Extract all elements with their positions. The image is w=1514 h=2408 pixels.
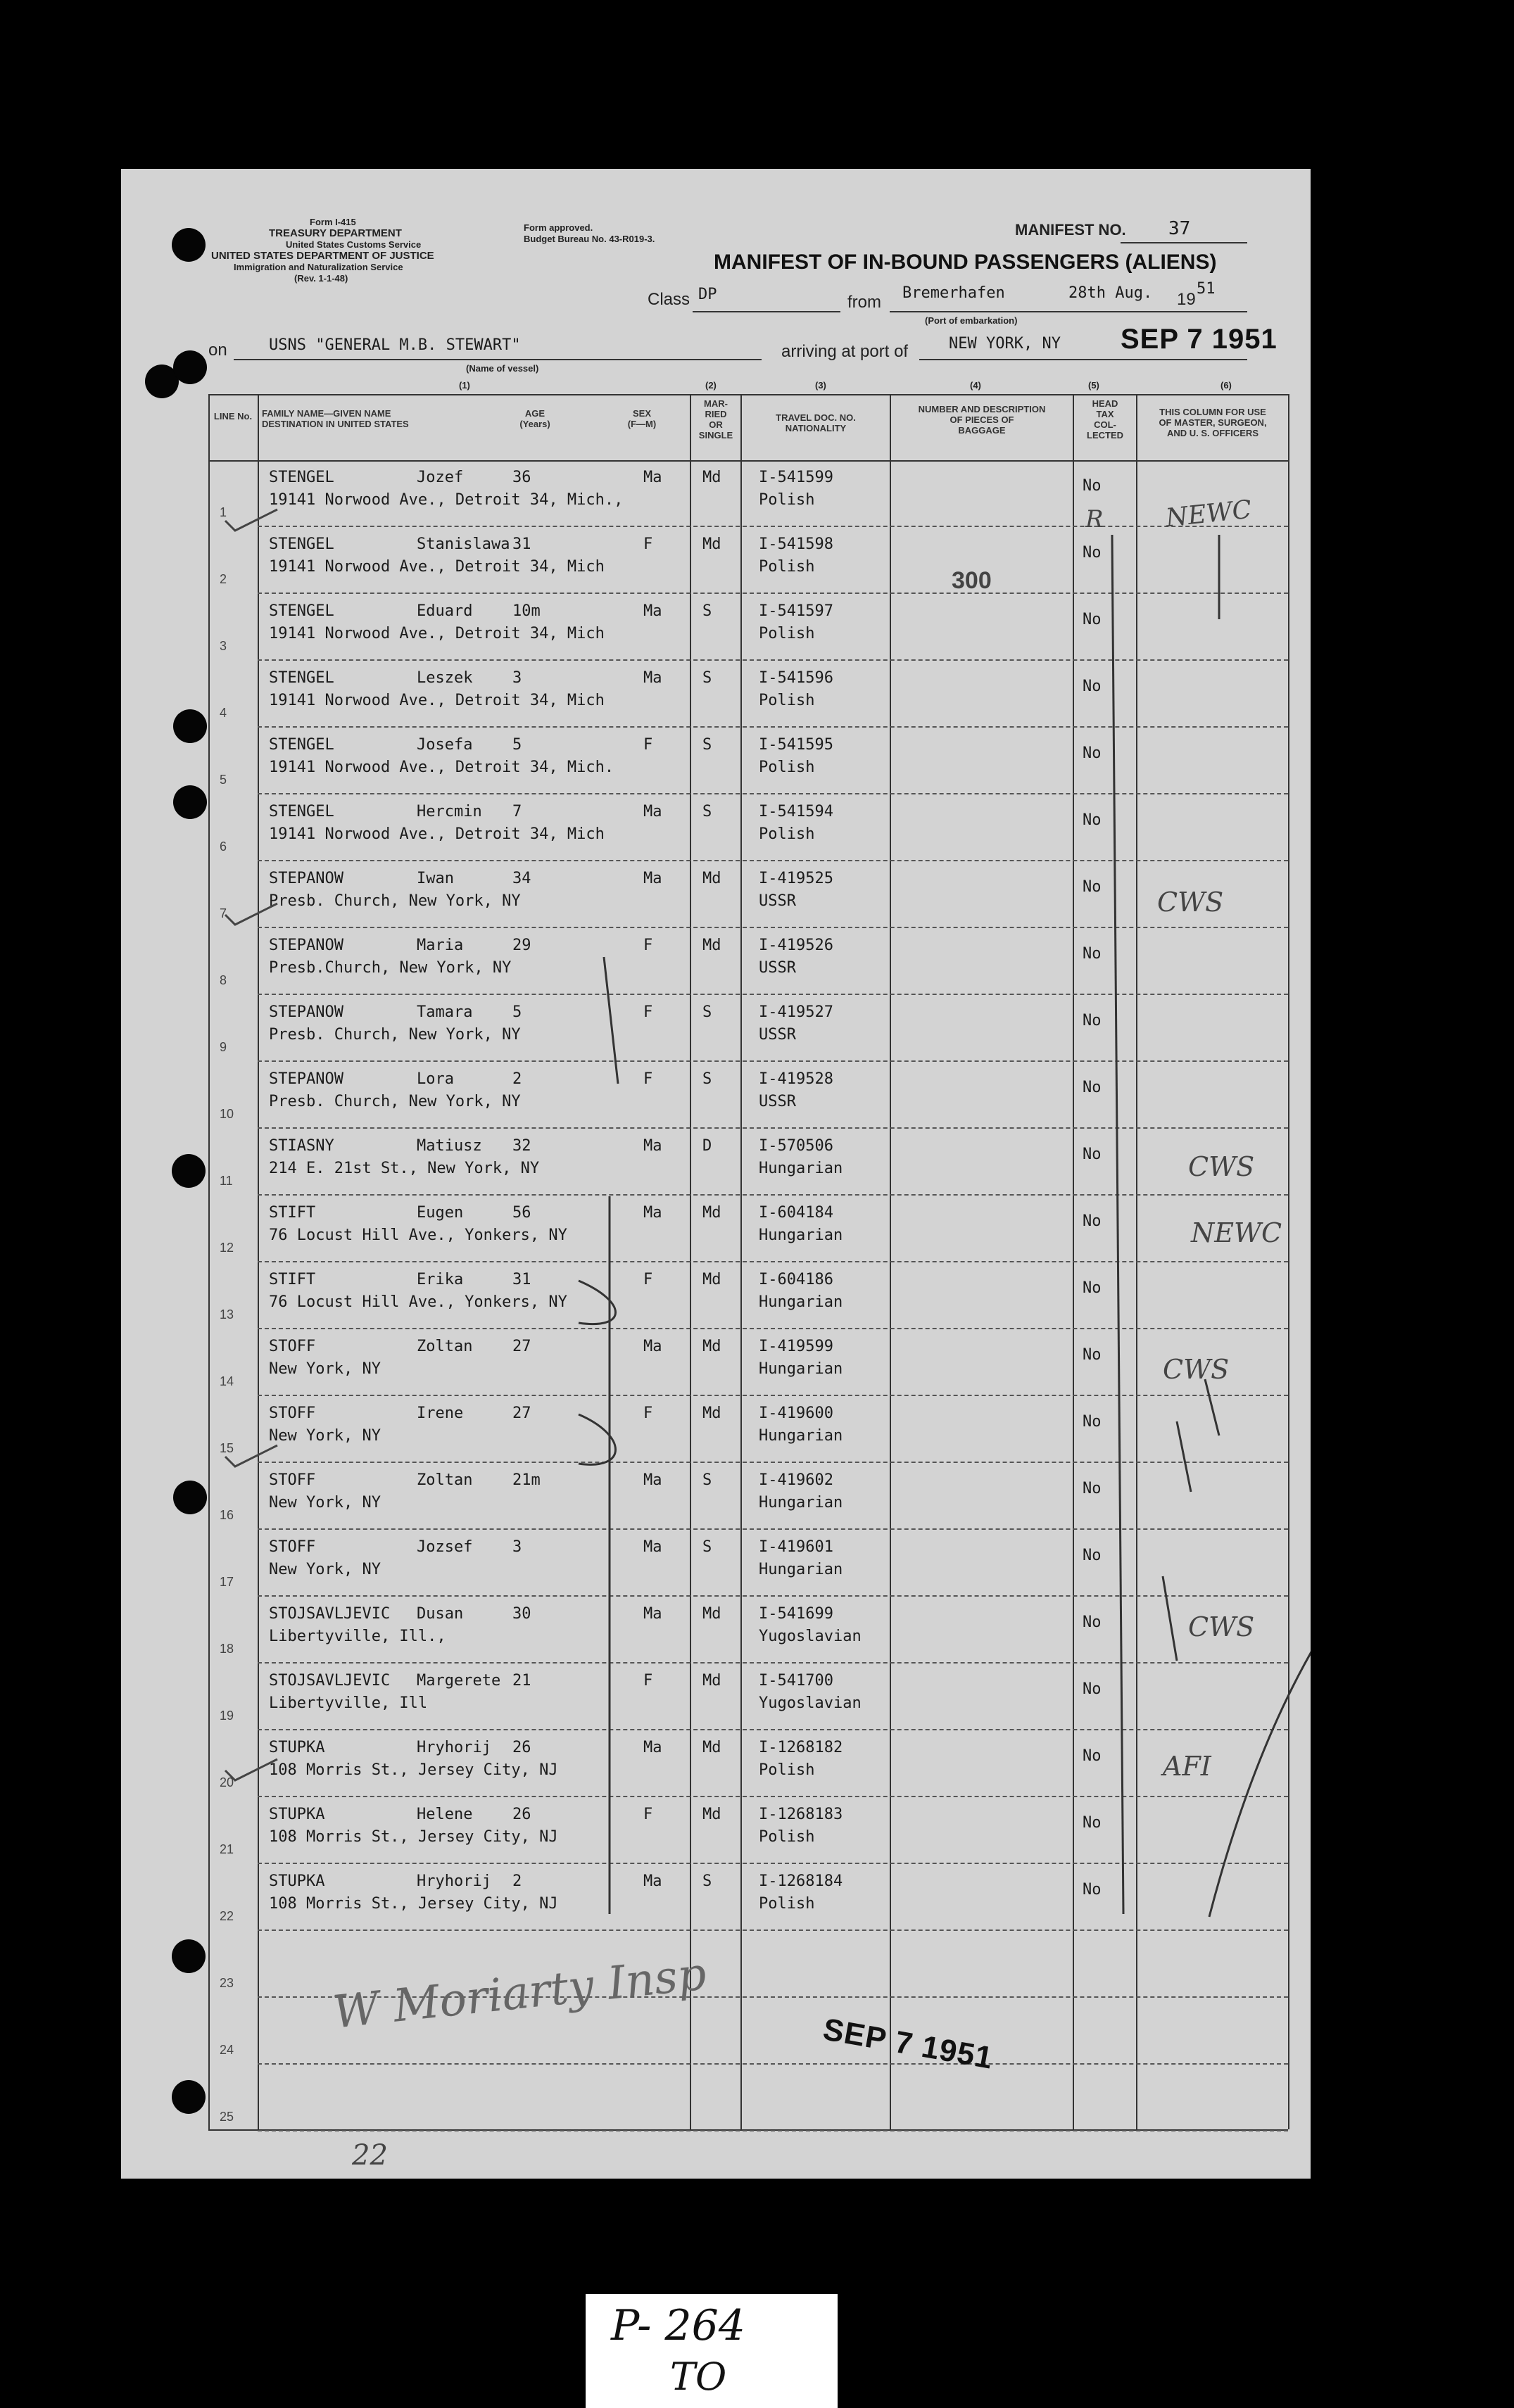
head-tax: No — [1083, 1012, 1102, 1029]
line-number: 23 — [220, 1976, 234, 1990]
travel-doc-no: I-419599 — [759, 1338, 833, 1355]
family-name: STIFT — [269, 1204, 316, 1222]
travel-doc-no: I-541596 — [759, 669, 833, 687]
head-tax: No — [1083, 1547, 1102, 1564]
head-tax: No — [1083, 878, 1102, 896]
given-name: Zoltan — [417, 1471, 473, 1489]
form-revision: (Rev. 1-1-48) — [294, 273, 348, 284]
destination: New York, NY — [269, 1427, 381, 1445]
line-number: 16 — [220, 1508, 234, 1522]
col-num-1: (1) — [459, 380, 470, 391]
form-approved: Form approved. — [524, 222, 593, 233]
given-name: Josefa — [417, 736, 473, 754]
page-tag-line1: P- 264 — [611, 2301, 745, 2350]
marital-status: S — [702, 736, 712, 754]
header-line-no: LINE No. — [213, 411, 253, 422]
travel-doc-no: I-419526 — [759, 937, 833, 954]
nationality: Hungarian — [759, 1427, 843, 1445]
marital-status: S — [702, 1471, 712, 1489]
arrival-date-stamp: SEP 7 1951 — [1121, 324, 1278, 355]
travel-doc-no: I-419528 — [759, 1070, 833, 1088]
travel-doc-no: I-604184 — [759, 1204, 833, 1222]
travel-doc-no: I-1268182 — [759, 1739, 843, 1756]
given-name: Matiusz — [417, 1137, 482, 1155]
head-tax: No — [1083, 744, 1102, 762]
age: 26 — [512, 1806, 531, 1823]
age: 10m — [512, 602, 541, 620]
sex: Ma — [643, 1204, 662, 1222]
head-tax-mark: R — [1085, 505, 1104, 533]
embarkation-caption: (Port of embarkation) — [925, 315, 1018, 326]
family-name: STOFF — [269, 1338, 316, 1355]
sex: F — [643, 937, 653, 954]
marital-status: S — [702, 602, 712, 620]
embarkation-port: Bremerhafen — [902, 284, 1005, 302]
destination: 19141 Norwood Ave., Detroit 34, Mich — [269, 558, 605, 576]
line-number: 19 — [220, 1709, 234, 1723]
line-number: 1 — [220, 505, 227, 519]
line-number: 2 — [220, 572, 227, 586]
marital-status: S — [702, 803, 712, 820]
line-number: 21 — [220, 1842, 234, 1856]
officer-note-3: CWS — [1188, 1151, 1255, 1182]
sex: Ma — [643, 870, 662, 887]
destination: New York, NY — [269, 1561, 381, 1578]
header-head-tax: HEAD TAX COL- LECTED — [1087, 398, 1123, 441]
head-tax: No — [1083, 1346, 1102, 1364]
destination: 108 Morris St., Jersey City, NJ — [269, 1828, 558, 1846]
binder-hole — [173, 785, 207, 819]
header-sex: SEX (F—M) — [627, 408, 657, 429]
customs-service: United States Customs Service — [286, 239, 422, 250]
nationality: Polish — [759, 1828, 815, 1846]
sex: Ma — [643, 1872, 662, 1890]
header-baggage: NUMBER AND DESCRIPTION OF PIECES OF BAGGAGE — [918, 404, 1046, 436]
head-tax: No — [1083, 678, 1102, 695]
family-name: STUPKA — [269, 1739, 325, 1756]
destination: 76 Locust Hill Ave., Yonkers, NY — [269, 1293, 567, 1311]
officer-note-6: CWS — [1188, 1611, 1255, 1642]
given-name: Stanislawa — [417, 536, 510, 553]
family-name: STOFF — [269, 1538, 316, 1556]
family-name: STEPANOW — [269, 870, 343, 887]
given-name: Leszek — [417, 669, 473, 687]
family-name: STOFF — [269, 1405, 316, 1422]
line-number: 13 — [220, 1307, 234, 1322]
family-name: STENGEL — [269, 736, 334, 754]
family-name: STENGEL — [269, 536, 334, 553]
given-name: Erika — [417, 1271, 464, 1288]
line-number: 3 — [220, 639, 227, 653]
page-tag — [586, 2294, 838, 2408]
family-name: STIFT — [269, 1271, 316, 1288]
given-name: Iwan — [417, 870, 454, 887]
given-name: Hryhorij — [417, 1872, 491, 1890]
travel-doc-no: I-541699 — [759, 1605, 833, 1623]
nationality: Yugoslavian — [759, 1628, 862, 1645]
head-tax: No — [1083, 811, 1102, 829]
line-number: 20 — [220, 1775, 234, 1789]
line-number: 18 — [220, 1642, 234, 1656]
family-name: STEPANOW — [269, 937, 343, 954]
line-number: 14 — [220, 1374, 234, 1388]
head-tax: No — [1083, 1614, 1102, 1631]
baggage-stamp: 300 — [952, 567, 992, 594]
sex: F — [643, 1070, 653, 1088]
sex: F — [643, 1806, 653, 1823]
justice-department: UNITED STATES DEPARTMENT OF JUSTICE — [211, 250, 434, 262]
header-name: FAMILY NAME—GIVEN NAME DESTINATION IN UNITED STATES — [262, 408, 409, 429]
family-name: STOFF — [269, 1471, 316, 1489]
destination: 108 Morris St., Jersey City, NJ — [269, 1761, 558, 1779]
sex: F — [643, 1003, 653, 1021]
class-label: Class — [648, 290, 690, 309]
marital-status: Md — [702, 1806, 721, 1823]
sex: F — [643, 736, 653, 754]
destination: 108 Morris St., Jersey City, NJ — [269, 1895, 558, 1913]
given-name: Hercmin — [417, 803, 482, 820]
sex: Ma — [643, 469, 662, 486]
form-number: Form I-415 — [310, 217, 356, 227]
arriving-label: arriving at port of — [781, 342, 909, 361]
age: 27 — [512, 1405, 531, 1422]
head-tax: No — [1083, 1680, 1102, 1698]
travel-doc-no: I-1268183 — [759, 1806, 843, 1823]
given-name: Jozsef — [417, 1538, 473, 1556]
officer-note-1: NEWC — [1164, 495, 1254, 533]
marital-status: S — [702, 1872, 712, 1890]
binder-hole — [172, 1939, 206, 1973]
family-name: STEPANOW — [269, 1003, 343, 1021]
given-name: Hryhorij — [417, 1739, 491, 1756]
line-number: 6 — [220, 839, 227, 854]
family-name: STENGEL — [269, 602, 334, 620]
age: 3 — [512, 1538, 522, 1556]
line-number: 8 — [220, 973, 227, 987]
sex: F — [643, 536, 653, 553]
family-name: STENGEL — [269, 803, 334, 820]
travel-doc-no: I-604186 — [759, 1271, 833, 1288]
destination: New York, NY — [269, 1494, 381, 1512]
header-travel-doc: TRAVEL DOC. NO. NATIONALITY — [776, 412, 856, 433]
header-officers: THIS COLUMN FOR USE OF MASTER, SURGEON, AND U. S. OFFICERS — [1159, 407, 1267, 438]
sex: Ma — [643, 602, 662, 620]
officer-note-7: AFI — [1163, 1751, 1211, 1782]
age: 34 — [512, 870, 531, 887]
destination: 19141 Norwood Ave., Detroit 34, Mich — [269, 625, 605, 642]
travel-doc-no: I-570506 — [759, 1137, 833, 1155]
col-num-3: (3) — [815, 380, 826, 391]
year-value: 51 — [1197, 280, 1216, 298]
given-name: Zoltan — [417, 1338, 473, 1355]
family-name: STOJSAVLJEVIC — [269, 1605, 391, 1623]
nationality: USSR — [759, 892, 796, 910]
travel-doc-no: I-419600 — [759, 1405, 833, 1422]
binder-hole — [173, 1481, 207, 1514]
treasury-department: TREASURY DEPARTMENT — [269, 227, 402, 239]
sex: Ma — [643, 1538, 662, 1556]
marital-status: D — [702, 1137, 712, 1155]
arrival-port: NEW YORK, NY — [949, 335, 1061, 353]
line-number: 11 — [220, 1174, 233, 1188]
destination: Libertyville, Ill — [269, 1694, 428, 1712]
marital-status: Md — [702, 1605, 721, 1623]
head-tax: No — [1083, 1747, 1102, 1765]
binder-hole — [172, 2080, 206, 2114]
binder-hole — [172, 1154, 206, 1188]
count-note: 22 — [352, 2139, 388, 2172]
destination: Presb.Church, New York, NY — [269, 959, 512, 977]
age: 29 — [512, 937, 531, 954]
handwritten-strokes — [121, 169, 1311, 2179]
age: 21 — [512, 1672, 531, 1690]
marital-status: Md — [702, 536, 721, 553]
line-number: 10 — [220, 1107, 234, 1121]
age: 5 — [512, 736, 522, 754]
nationality: Polish — [759, 558, 815, 576]
marital-status: Md — [702, 870, 721, 887]
nationality: Polish — [759, 759, 815, 776]
family-name: STOJSAVLJEVIC — [269, 1672, 391, 1690]
nationality: Hungarian — [759, 1293, 843, 1311]
nationality: Polish — [759, 692, 815, 709]
family-name: STIASNY — [269, 1137, 334, 1155]
travel-doc-no: I-419527 — [759, 1003, 833, 1021]
line-number: 24 — [220, 2043, 234, 2057]
age: 30 — [512, 1605, 531, 1623]
head-tax: No — [1083, 611, 1102, 628]
destination: 19141 Norwood Ave., Detroit 34, Mich — [269, 825, 605, 843]
destination: 19141 Norwood Ave., Detroit 34, Mich — [269, 692, 605, 709]
travel-doc-no: I-541700 — [759, 1672, 833, 1690]
age: 21m — [512, 1471, 541, 1489]
marital-status: S — [702, 1538, 712, 1556]
marital-status: S — [702, 669, 712, 687]
col-num-2: (2) — [705, 380, 717, 391]
head-tax: No — [1083, 1881, 1102, 1899]
nationality: Polish — [759, 825, 815, 843]
manifest-sheet — [121, 169, 1311, 2179]
travel-doc-no: I-541595 — [759, 736, 833, 754]
given-name: Eduard — [417, 602, 473, 620]
age: 5 — [512, 1003, 522, 1021]
marital-status: Md — [702, 1338, 721, 1355]
head-tax: No — [1083, 1079, 1102, 1096]
given-name: Jozef — [417, 469, 464, 486]
line-number: 15 — [220, 1441, 234, 1455]
sex: F — [643, 1271, 653, 1288]
head-tax: No — [1083, 1212, 1102, 1230]
destination: 19141 Norwood Ave., Detroit 34, Mich., — [269, 491, 624, 509]
sex: Ma — [643, 1137, 662, 1155]
destination: 76 Locust Hill Ave., Yonkers, NY — [269, 1227, 567, 1244]
family-name: STUPKA — [269, 1872, 325, 1890]
col-num-5: (5) — [1088, 380, 1099, 391]
officer-note-2: CWS — [1157, 887, 1224, 918]
nationality: Polish — [759, 1761, 815, 1779]
binder-hole — [173, 709, 207, 743]
age: 32 — [512, 1137, 531, 1155]
sex: Ma — [643, 1338, 662, 1355]
travel-doc-no: I-541594 — [759, 803, 833, 820]
col-num-6: (6) — [1220, 380, 1232, 391]
line-number: 12 — [220, 1241, 234, 1255]
nationality: Polish — [759, 491, 815, 509]
marital-status: Md — [702, 1672, 721, 1690]
family-name: STENGEL — [269, 469, 334, 486]
given-name: Maria — [417, 937, 464, 954]
sex: F — [643, 1405, 653, 1422]
age: 31 — [512, 1271, 531, 1288]
on-label: on — [208, 341, 227, 360]
vessel-name: USNS "GENERAL M.B. STEWART" — [269, 336, 521, 354]
nationality: Hungarian — [759, 1494, 843, 1512]
given-name: Eugen — [417, 1204, 464, 1222]
travel-doc-no: I-541597 — [759, 602, 833, 620]
head-tax: No — [1083, 477, 1102, 495]
head-tax: No — [1083, 1146, 1102, 1163]
head-tax: No — [1083, 1814, 1102, 1832]
vessel-caption: (Name of vessel) — [466, 363, 539, 374]
travel-doc-no: I-419525 — [759, 870, 833, 887]
marital-status: Md — [702, 1405, 721, 1422]
age: 36 — [512, 469, 531, 486]
nationality: USSR — [759, 1026, 796, 1044]
embarkation-date: 28th Aug. — [1068, 284, 1153, 302]
nationality: Polish — [759, 625, 815, 642]
marital-status: Md — [702, 1204, 721, 1222]
travel-doc-no: I-419601 — [759, 1538, 833, 1556]
nationality: Hungarian — [759, 1227, 843, 1244]
budget-bureau: Budget Bureau No. 43-R019-3. — [524, 234, 655, 244]
header-married: MAR- RIED OR SINGLE — [698, 398, 733, 441]
binder-hole — [172, 228, 206, 262]
destination: Libertyville, Ill., — [269, 1628, 446, 1645]
destination: Presb. Church, New York, NY — [269, 1026, 521, 1044]
from-label: from — [847, 293, 881, 312]
marital-status: Md — [702, 469, 721, 486]
marital-status: S — [702, 1003, 712, 1021]
line-number: 4 — [220, 706, 227, 720]
manifest-no-label: MANIFEST NO. — [1015, 221, 1126, 239]
destination: New York, NY — [269, 1360, 381, 1378]
age: 26 — [512, 1739, 531, 1756]
family-name: STEPANOW — [269, 1070, 343, 1088]
line-number: 17 — [220, 1575, 234, 1589]
line-number: 25 — [220, 2110, 234, 2124]
header-age: AGE (Years) — [519, 408, 550, 429]
sex: Ma — [643, 803, 662, 820]
given-name: Lora — [417, 1070, 454, 1088]
travel-doc-no: I-1268184 — [759, 1872, 843, 1890]
given-name: Dusan — [417, 1605, 464, 1623]
line-number: 9 — [220, 1040, 227, 1054]
year-prefix: 19 — [1177, 290, 1196, 309]
inspector-signature: W Moriarty Insp — [330, 1948, 709, 2039]
head-tax: No — [1083, 945, 1102, 963]
age: 2 — [512, 1070, 522, 1088]
sex: Ma — [643, 1471, 662, 1489]
manifest-no-value: 37 — [1168, 218, 1191, 239]
age: 7 — [512, 803, 522, 820]
officer-note-5: CWS — [1163, 1354, 1230, 1385]
head-tax: No — [1083, 1480, 1102, 1497]
line-number: 5 — [220, 773, 227, 787]
marital-status: Md — [702, 1739, 721, 1756]
nationality: Hungarian — [759, 1360, 843, 1378]
col-num-4: (4) — [970, 380, 981, 391]
given-name: Margerete — [417, 1672, 501, 1690]
immigration-service: Immigration and Naturalization Service — [234, 262, 403, 272]
age: 31 — [512, 536, 531, 553]
head-tax: No — [1083, 544, 1102, 562]
travel-doc-no: I-541598 — [759, 536, 833, 553]
age: 27 — [512, 1338, 531, 1355]
travel-doc-no: I-541599 — [759, 469, 833, 486]
sex: Ma — [643, 1739, 662, 1756]
sex: Ma — [643, 669, 662, 687]
destination: Presb. Church, New York, NY — [269, 892, 521, 910]
bottom-date-stamp: SEP 7 1951 — [820, 2012, 996, 2076]
nationality: USSR — [759, 959, 796, 977]
nationality: USSR — [759, 1093, 796, 1110]
head-tax: No — [1083, 1413, 1102, 1431]
page-tag-line2: TO — [670, 2355, 727, 2399]
family-name: STUPKA — [269, 1806, 325, 1823]
class-value: DP — [698, 286, 717, 303]
nationality: Hungarian — [759, 1160, 843, 1177]
marital-status: S — [702, 1070, 712, 1088]
line-number: 22 — [220, 1909, 234, 1923]
sex: Ma — [643, 1605, 662, 1623]
nationality: Yugoslavian — [759, 1694, 862, 1712]
marital-status: Md — [702, 937, 721, 954]
nationality: Polish — [759, 1895, 815, 1913]
destination: 19141 Norwood Ave., Detroit 34, Mich. — [269, 759, 614, 776]
nationality: Hungarian — [759, 1561, 843, 1578]
officer-note-4: NEWC — [1191, 1217, 1282, 1248]
line-number: 7 — [220, 906, 227, 920]
age: 2 — [512, 1872, 522, 1890]
destination: Presb. Church, New York, NY — [269, 1093, 521, 1110]
age: 3 — [512, 669, 522, 687]
head-tax: No — [1083, 1279, 1102, 1297]
given-name: Helene — [417, 1806, 473, 1823]
marital-status: Md — [702, 1271, 721, 1288]
given-name: Tamara — [417, 1003, 473, 1021]
destination: 214 E. 21st St., New York, NY — [269, 1160, 540, 1177]
travel-doc-no: I-419602 — [759, 1471, 833, 1489]
family-name: STENGEL — [269, 669, 334, 687]
age: 56 — [512, 1204, 531, 1222]
sex: F — [643, 1672, 653, 1690]
binder-hole — [173, 350, 207, 384]
manifest-title: MANIFEST OF IN-BOUND PASSENGERS (ALIENS) — [714, 251, 1217, 274]
given-name: Irene — [417, 1405, 464, 1422]
